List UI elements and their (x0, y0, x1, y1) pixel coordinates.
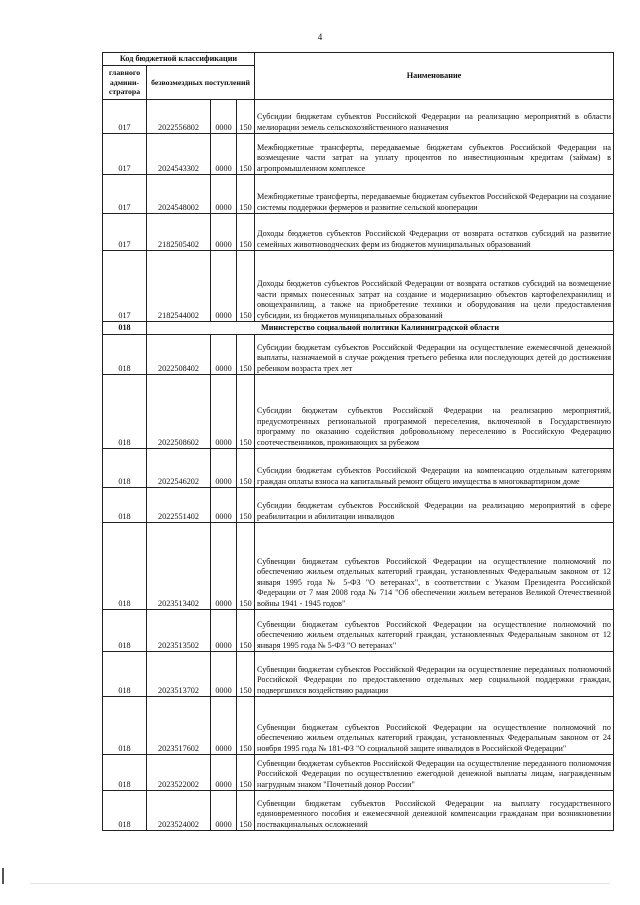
subtype-code-cell: 0000 (211, 449, 237, 488)
name-cell: Субсидии бюджетам субъектов Российской Федерации на реализацию мероприятий в сфере реабилитации и абилитации инвалидов (255, 488, 614, 523)
admin-code-cell: 018 (103, 755, 147, 791)
income-code-cell: 2022508402 (147, 335, 211, 375)
kind-code-cell: 150 (237, 251, 255, 322)
subtype-code-cell: 0000 (211, 375, 237, 449)
kind-code-cell: 150 (237, 175, 255, 214)
table-row (103, 449, 614, 488)
admin-code-cell: 017 (103, 175, 147, 214)
table-body (103, 100, 614, 831)
admin-code-cell: 018 (103, 523, 147, 610)
income-code-cell: 2023513402 (147, 523, 211, 610)
income-code-cell: 2022551402 (147, 488, 211, 523)
subtype-code-cell: 0000 (211, 100, 237, 134)
table-row (103, 175, 614, 214)
income-code-cell: 2182505402 (147, 214, 211, 251)
name-cell: Субвенции бюджетам субъектов Российской Федерации на осуществление переданных полномочий Российской Федерации по предоставлению отдельных мер социальной поддержки граждан, подвергшихся воздействию радиации (255, 652, 614, 697)
income-code-cell: 2182544002 (147, 251, 211, 322)
table-row (103, 100, 614, 134)
table-row (103, 697, 614, 755)
admin-code-cell: 018 (103, 610, 147, 652)
kind-code-cell: 150 (237, 335, 255, 375)
subtype-code-cell: 0000 (211, 214, 237, 251)
subtype-code-cell: 0000 (211, 175, 237, 214)
name-cell: Субвенции бюджетам субъектов Российской Федерации на выплату государственного единовременного пособия и ежемесячной денежной компенсации гражданам при возникновении поствакцинальных осложнений (255, 791, 614, 831)
kind-code-cell: 150 (237, 791, 255, 831)
admin-code-cell: 018 (103, 322, 147, 335)
name-cell: Межбюджетные трансферты, передаваемые бюджетам субъектов Российской Федерации на создание системы поддержки фермеров и развитие сельской кооперации (255, 175, 614, 214)
subtype-code-cell: 0000 (211, 251, 237, 322)
code-group-header: Код бюджетной классификации (103, 53, 255, 66)
table-row (103, 755, 614, 791)
name-cell: Субвенции бюджетам субъектов Российской Федерации на осуществление полномочий по обеспечению жильем отдельных категорий граждан, установленных Федеральным законом от 12 января 1995 года № 5-ФЗ "О ветеранах", в соответствии с Указом Президента Российской Федерации от 7 мая 2008 года № 714 "Об обеспечении жильем ветеранов Великой Отечественной войны 1941 - 1945 годов" (255, 523, 614, 610)
income-code-cell: 2023517602 (147, 697, 211, 755)
admin-code-cell: 017 (103, 214, 147, 251)
subtype-code-cell: 0000 (211, 755, 237, 791)
table-row (103, 251, 614, 322)
subtype-code-cell: 0000 (211, 697, 237, 755)
subtype-code-cell: 0000 (211, 610, 237, 652)
subtype-code-cell: 0000 (211, 652, 237, 697)
section-title: Министерство социальной политики Калининградской области (147, 322, 614, 335)
income-code-cell: 2022508602 (147, 375, 211, 449)
table-row (103, 375, 614, 449)
admin-column-header: главного админи-стратора (103, 66, 147, 100)
table-row (103, 791, 614, 831)
income-code-cell: 2023522002 (147, 755, 211, 791)
table-row (103, 610, 614, 652)
kind-code-cell: 150 (237, 375, 255, 449)
income-code-cell: 2024543302 (147, 134, 211, 175)
admin-code-cell: 017 (103, 100, 147, 134)
admin-code-cell: 017 (103, 134, 147, 175)
admin-code-cell: 018 (103, 449, 147, 488)
admin-code-cell: 017 (103, 251, 147, 322)
subtype-code-cell: 0000 (211, 335, 237, 375)
name-cell: Субвенции бюджетам субъектов Российской Федерации на осуществление полномочий по обеспечению жильем отдельных категорий граждан, установленных Федеральным законом от 24 ноября 1995 года № 181-ФЗ "О социальной защите инвалидов в Российской Федерации" (255, 697, 614, 755)
subtype-code-cell: 0000 (211, 488, 237, 523)
table-row (103, 134, 614, 175)
name-cell: Субвенции бюджетам субъектов Российской Федерации на осуществление полномочий по обеспечению жильем отдельных категорий граждан, установленных Федеральным законом от 12 января 1995 года № 5-ФЗ "О ветеранах" (255, 610, 614, 652)
income-code-cell: 2024548002 (147, 175, 211, 214)
subtype-code-cell: 0000 (211, 791, 237, 831)
kind-code-cell: 150 (237, 610, 255, 652)
kind-code-cell: 150 (237, 214, 255, 251)
kind-code-cell: 150 (237, 652, 255, 697)
admin-code-cell: 018 (103, 335, 147, 375)
subtype-code-cell: 0000 (211, 523, 237, 610)
kind-code-cell: 150 (237, 100, 255, 134)
table-row (103, 523, 614, 610)
scan-artifact-line (30, 883, 610, 884)
table-row (103, 214, 614, 251)
admin-code-cell: 018 (103, 375, 147, 449)
kind-code-cell: 150 (237, 755, 255, 791)
name-cell: Субсидии бюджетам субъектов Российской Федерации на осуществление ежемесячной денежной выплаты, назначаемой в случае рождения третьего ребенка или последующих детей до достижения ребенком возраста трех лет (255, 335, 614, 375)
name-column-header: Наименование (255, 53, 614, 100)
income-code-cell: 2023524002 (147, 791, 211, 831)
table-row (103, 488, 614, 523)
section-row (103, 322, 614, 335)
table-row (103, 652, 614, 697)
subtype-code-cell: 0000 (211, 134, 237, 175)
name-cell: Доходы бюджетов субъектов Российской Федерации от возврата остатков субсидий на развитие семейных животноводческих ферм из бюджетов муниципальных образований (255, 214, 614, 251)
admin-code-cell: 018 (103, 697, 147, 755)
income-code-cell: 2023513702 (147, 652, 211, 697)
admin-code-cell: 018 (103, 488, 147, 523)
kind-code-cell: 150 (237, 488, 255, 523)
name-cell: Доходы бюджетов субъектов Российской Федерации от возврата остатков субсидий на возмещение части прямых понесенных затрат на создание и модернизацию объектов картофелехранилищ и овощехранилищ, а также на приобретение техники и оборудования на цели предоставления субсидии, из бюджетов муниципальных образований (255, 251, 614, 322)
name-cell: Межбюджетные трансферты, передаваемые бюджетам субъектов Российской Федерации на возмещение части затрат на уплату процентов по инвестиционным кредитам (займам) в агропромышленном комплексе (255, 134, 614, 175)
name-cell: Субсидии бюджетам субъектов Российской Федерации на реализацию мероприятий, предусмотренных региональной программой переселения, включенной в Государственную программу по оказанию содействия добровольному переселению в Российскую Федерацию соотечественников, проживающих за рубежом (255, 375, 614, 449)
kind-code-cell: 150 (237, 134, 255, 175)
admin-code-cell: 018 (103, 652, 147, 697)
scan-edge-mark (2, 868, 4, 884)
name-cell: Субсидии бюджетам субъектов Российской Федерации на компенсацию отдельным категориям граждан оплаты взноса на капитальный ремонт общего имущества в многоквартирном доме (255, 449, 614, 488)
admin-code-cell: 018 (103, 791, 147, 831)
income-code-cell: 2022556802 (147, 100, 211, 134)
kind-code-cell: 150 (237, 697, 255, 755)
income-column-header: безвозмездных поступлений (147, 66, 255, 100)
name-cell: Субсидии бюджетам субъектов Российской Федерации на реализацию мероприятий в области мелиорации земель сельскохозяйственного назначения (255, 100, 614, 134)
name-cell: Субвенции бюджетам субъектов Российской Федерации на осуществление переданного полномочия Российской Федерации по осуществлению ежегодной денежной выплаты лицам, награжденным нагрудным знаком "Почетный донор России" (255, 755, 614, 791)
kind-code-cell: 150 (237, 523, 255, 610)
kind-code-cell: 150 (237, 449, 255, 488)
page-number: 4 (317, 32, 323, 42)
budget-classification-table (102, 52, 614, 831)
income-code-cell: 2022546202 (147, 449, 211, 488)
table-row (103, 335, 614, 375)
income-code-cell: 2023513502 (147, 610, 211, 652)
